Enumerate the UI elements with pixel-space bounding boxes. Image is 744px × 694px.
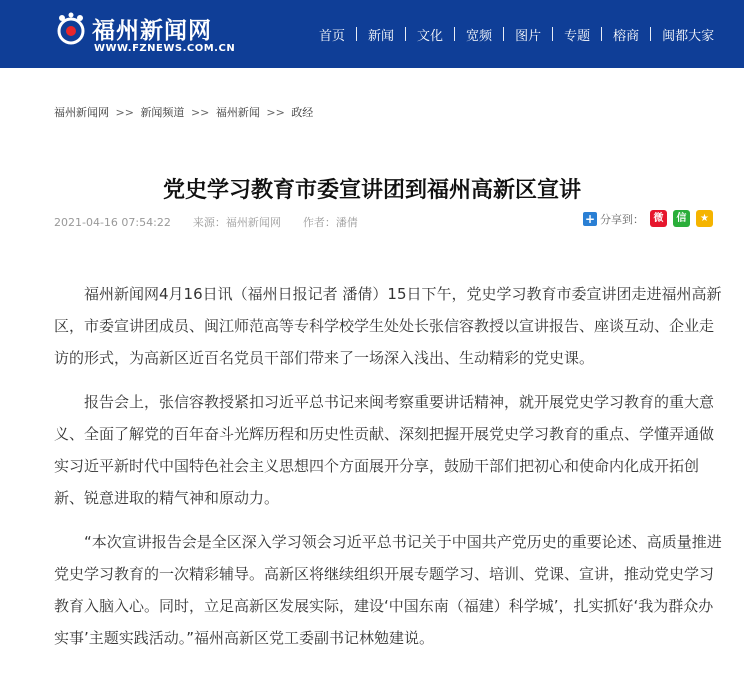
logo-title: 福州新闻网 <box>92 18 212 44</box>
nav-news[interactable]: 新闻 <box>368 28 395 44</box>
nav-divider <box>356 27 357 41</box>
nav-mindu[interactable]: 闽都大家 <box>662 28 715 44</box>
weibo-icon[interactable]: 微 <box>650 210 667 227</box>
article-paragraph: 福州新闻网4月16日讯（福州日报记者 潘倩）15日下午，党史学习教育市委宣讲团走进福州高新区，市委宣讲团成员、闽江师范高等专科学校学生处处长张信容教授以宣讲报告、座谈互动、企业走访的形式，为高新区近百名党员干部们带来了一场深入浅出、生动精彩的党史课。 <box>54 285 722 367</box>
nav-topics[interactable]: 专题 <box>564 28 591 44</box>
nav-video[interactable]: 宽频 <box>466 28 493 44</box>
main-nav <box>308 0 725 68</box>
breadcrumb <box>54 104 313 120</box>
share-label: 分享到： <box>600 212 644 226</box>
nav-business[interactable]: 榕商 <box>613 28 640 44</box>
nav-pictures[interactable]: 图片 <box>515 28 542 44</box>
breadcrumb-fuzhou-news[interactable]: 福州新闻 <box>215 106 260 119</box>
nav-divider <box>503 27 504 41</box>
breadcrumb-separator: >> <box>190 106 210 119</box>
breadcrumb-separator: >> <box>266 106 285 119</box>
wechat-icon[interactable]: 信 <box>673 210 690 227</box>
article-source: 来源：福州新闻网 <box>192 216 281 229</box>
breadcrumb-channel[interactable]: 新闻频道 <box>140 106 185 119</box>
article-meta <box>54 214 358 230</box>
share-plus-icon[interactable]: + <box>584 211 596 226</box>
article-author: 作者：潘倩 <box>302 216 358 229</box>
nav-divider <box>405 27 406 41</box>
nav-divider <box>650 27 651 41</box>
article-paragraph: 报告会上，张信容教授紧扣习近平总书记来闽考察重要讲话精神，就开展党史学习教育的重大意义、全面了解党的百年奋斗光辉历程和历史性贡献、深刻把握开展党史学习教育的重点、学懂弄通做实习近平新时代中国特色社会主义思想四个方面展开分享，鼓励干部们把初心和使命内化成开拓创新、锐意进取的精气神和原动力。 <box>54 393 715 507</box>
logo-swirl-icon <box>54 12 88 46</box>
qzone-icon[interactable]: ★ <box>696 210 713 227</box>
nav-home[interactable]: 首页 <box>319 28 346 44</box>
breadcrumb-politics[interactable]: 政经 <box>291 106 314 119</box>
article-title: 党史学习教育市委宣讲团到福州高新区宣讲 <box>162 177 581 203</box>
article-body <box>54 278 726 666</box>
article-datetime: 2021-04-16 07:54:22 <box>54 216 171 229</box>
logo-url: WWW.FZNEWS.COM.CN <box>94 43 236 54</box>
article-paragraph: “本次宣讲报告会是全区深入学习领会习近平总书记关于中国共产党历史的重要论述、高质量推进党史学习教育的一次精彩辅导。高新区将继续组织开展专题学习、培训、党课、宣讲，推动党史学习教育入脑入心。同时，立足高新区发展实际，建设‘中国东南（福建）科学城’，扎实抓好‘我为群众办实事’主题实践活动。”福州高新区党工委副书记林勉建说。 <box>54 533 722 647</box>
site-header <box>0 0 744 68</box>
breadcrumb-home[interactable]: 福州新闻网 <box>54 106 109 119</box>
nav-culture[interactable]: 文化 <box>417 28 444 44</box>
share-bar <box>583 210 713 227</box>
breadcrumb-separator: >> <box>115 106 134 119</box>
nav-divider <box>454 27 455 41</box>
nav-divider <box>552 27 553 41</box>
nav-divider <box>601 27 602 41</box>
site-logo[interactable] <box>54 10 234 62</box>
